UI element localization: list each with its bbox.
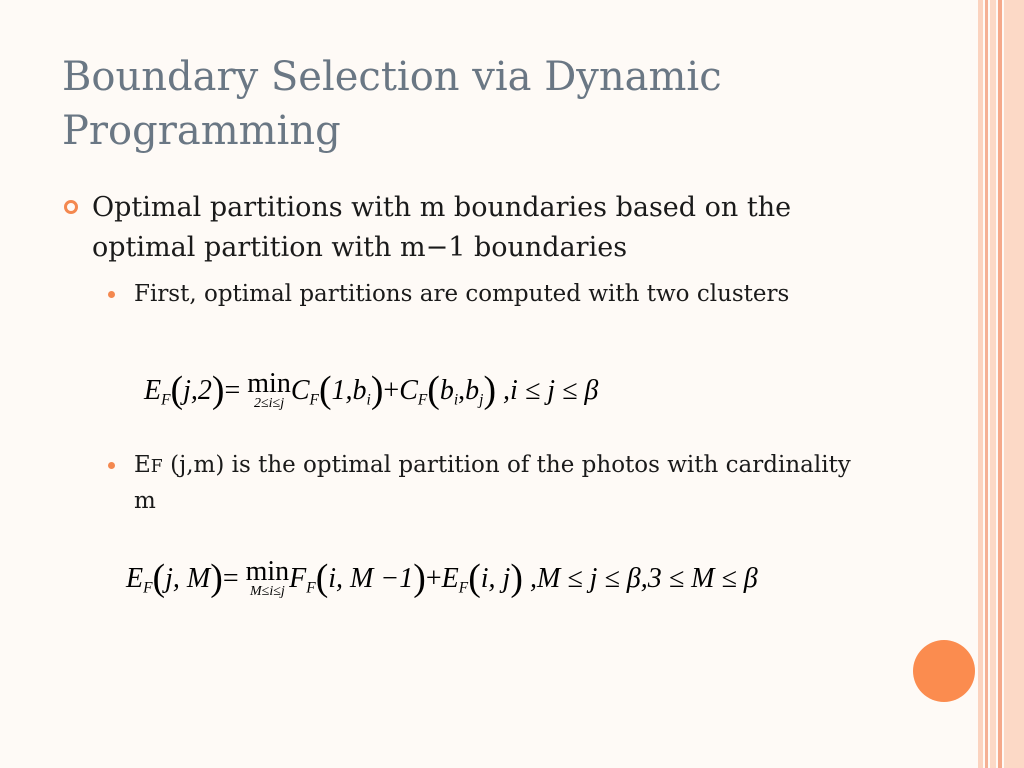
min-label: min bbox=[247, 368, 291, 399]
eq-subscript: F bbox=[306, 579, 316, 597]
eq-subscript: F bbox=[161, 391, 171, 409]
eq-symbol: C bbox=[399, 374, 418, 406]
min-operator bbox=[247, 368, 291, 411]
bullet-dot-icon bbox=[108, 462, 115, 469]
eq-args: j, M bbox=[165, 562, 211, 594]
min-label: min bbox=[245, 556, 290, 587]
eq-args: b bbox=[465, 374, 480, 406]
eq-args: j,2 bbox=[183, 374, 212, 406]
decor-stripe bbox=[978, 0, 983, 768]
eq-symbol: C bbox=[290, 374, 310, 406]
ef-subscript: F bbox=[150, 457, 163, 477]
eq-symbol: E bbox=[441, 562, 459, 594]
ef-symbol: E bbox=[134, 452, 151, 478]
decor-circle-icon bbox=[913, 640, 975, 702]
eq-subscript: F bbox=[458, 579, 469, 597]
bullet-sub-first: First, optimal partitions are computed with two clusters bbox=[134, 281, 790, 307]
bullet-ring-icon bbox=[64, 200, 78, 214]
eq-args: 1,b bbox=[331, 374, 367, 406]
bullet-dot-icon bbox=[108, 291, 115, 298]
slide-title: Boundary Selection via Dynamic Programming bbox=[62, 54, 722, 154]
ef-description: (j,m) is the optimal partition of the photos with cardinality m bbox=[134, 452, 851, 514]
eq-symbol: E bbox=[144, 374, 162, 406]
bullet-sub-second bbox=[134, 448, 854, 518]
eq-args: b bbox=[439, 374, 454, 406]
min-operator bbox=[245, 556, 290, 599]
eq-subscript: i bbox=[366, 391, 371, 409]
eq-subscript: F bbox=[309, 391, 319, 409]
decor-stripe bbox=[1004, 0, 1024, 768]
min-range: 2≤i≤j bbox=[253, 396, 285, 411]
eq-args: i, j bbox=[480, 562, 511, 594]
eq-subscript: j bbox=[479, 391, 484, 409]
eq-subscript: i bbox=[453, 391, 459, 409]
eq-subscript: F bbox=[417, 391, 428, 409]
min-range: M≤i≤j bbox=[249, 584, 285, 599]
bullet-main: Optimal partitions with m boundaries based on the optimal partition with m−1 boundaries bbox=[92, 192, 792, 263]
eq-subscript: F bbox=[143, 579, 153, 597]
eq-symbol: F bbox=[289, 562, 307, 594]
decor-stripe bbox=[990, 0, 996, 768]
eq-args: i, M −1 bbox=[328, 562, 414, 594]
equation-cardinality-m: $E_F(j$, M)= min M≤i≤j $F_F(i$, $M -1)+E_F(i$, j) ,M ≤ j ≤ β,3 ≤ M ≤ β bbox=[126, 556, 758, 599]
eq-symbol: E bbox=[126, 562, 144, 594]
decor-stripe bbox=[985, 0, 988, 768]
eq-condition: ,M ≤ j ≤ β,3 ≤ M ≤ β bbox=[529, 562, 758, 594]
eq-condition: ,i ≤ j ≤ β bbox=[503, 374, 599, 406]
equation-two-clusters: $E_F(j,2)= \min$ 2≤i≤j $C_F(1,b_i)+C_F(b_i,b_j) ,i \le j \le \beta$ bbox=[144, 368, 599, 411]
decor-stripe bbox=[998, 0, 1002, 768]
